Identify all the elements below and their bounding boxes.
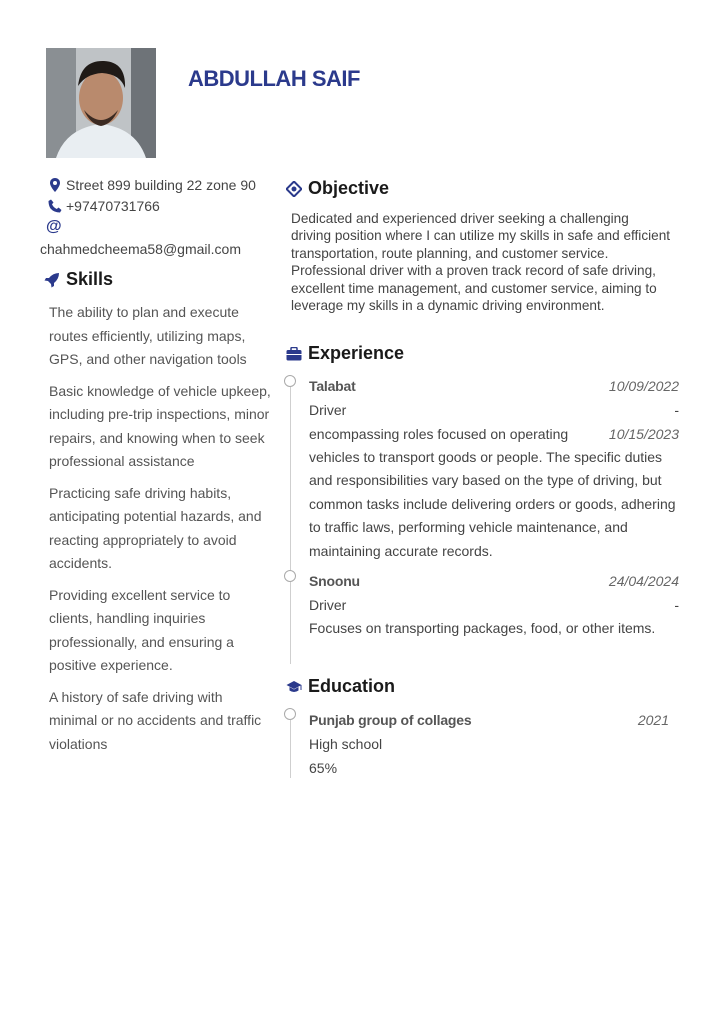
description-first-line (309, 422, 679, 446)
skill-item: The ability to plan and execute routes efficiently, utilizing maps, GPS, and other navigation tools (49, 304, 247, 367)
school-name: Punjab group of collages (309, 712, 472, 728)
job-role: Driver (309, 597, 347, 613)
address-row (40, 174, 275, 195)
address-text: Street 899 building 22 zone 90 (66, 176, 256, 193)
skill-item: A history of safe driving with minimal or no accidents and traffic violations (49, 688, 262, 752)
entry-header (309, 708, 669, 732)
objective-text: Dedicated and experienced driver seeking a challenging driving position where I can utilize my skills in safe and efficient transportation, route planning, and customer service. Professional driver with a proven track record of safe driving, excellent time management, and customer service, aiming to leverage my skills in a dynamic driving environment. (291, 211, 671, 314)
graduation-cap-icon (284, 680, 304, 694)
skill-item: Providing excellent service to clients, handling inquiries professionally, and ensuring a positive experience. (49, 586, 234, 673)
skills-list (49, 301, 271, 764)
timeline-dot (284, 570, 296, 582)
experience-entry (309, 569, 679, 640)
skill-item: Basic knowledge of vehicle upkeep, including pre-trip inspections, minor repairs, and knowing when to seek professional assistance (49, 382, 271, 469)
entry-header (309, 374, 679, 398)
candidate-name: ABDULLAH SAIF (188, 66, 360, 91)
job-role: Driver (309, 402, 347, 418)
map-pin-icon (46, 178, 64, 192)
timeline-dot (284, 375, 296, 387)
skills-heading (42, 269, 113, 290)
phone-row (40, 195, 275, 216)
objective-heading (284, 178, 389, 199)
experience-timeline (290, 386, 291, 664)
experience-heading (284, 343, 404, 364)
education-timeline (290, 720, 291, 778)
experience-title: Experience (308, 343, 405, 363)
education-level: High school (309, 736, 383, 752)
education-heading (284, 676, 395, 697)
description-text: Focuses on transporting packages, food, or other items. (309, 620, 656, 636)
start-date: 24/04/2024 (608, 573, 679, 589)
graduation-year: 2021 (637, 712, 669, 728)
role-row (309, 593, 679, 617)
date-separator: - (674, 402, 679, 418)
company-name: Talabat (309, 378, 356, 394)
skills-title: Skills (66, 269, 114, 289)
description-text: vehicles to transport goods or people. The specific duties and responsibilities vary based on the type of driving, but common tasks include delivering orders or goods, adhering to traffic laws, performing vehicle maintenance, and maintaining accurate records. (309, 449, 676, 559)
end-date: 10/15/2023 (608, 426, 679, 442)
education-title: Education (308, 676, 396, 696)
description-text: encompassing roles focused on operating (309, 426, 569, 442)
rocket-icon (42, 272, 62, 288)
education-grade: 65% (309, 760, 338, 776)
objective-title: Objective (308, 178, 390, 198)
email-icon: @ (46, 218, 62, 235)
briefcase-icon (284, 347, 304, 361)
skill-item: Practicing safe driving habits, anticipating potential hazards, and reacting appropriately to avoid accidents. (49, 484, 262, 571)
entry-header (309, 569, 679, 593)
email-text[interactable]: chahmedcheema58@gmail.com (40, 241, 241, 257)
objective-icon (284, 181, 304, 197)
experience-entry (309, 374, 679, 563)
contact-block (40, 174, 275, 260)
start-date: 10/09/2022 (608, 378, 679, 394)
company-name: Snoonu (309, 573, 360, 589)
profile-photo (46, 48, 156, 158)
role-row (309, 398, 679, 422)
phone-icon (46, 199, 64, 213)
education-entry (309, 708, 669, 780)
phone-text: +97470731766 (66, 197, 160, 214)
date-separator: - (674, 597, 679, 613)
timeline-dot (284, 708, 296, 720)
